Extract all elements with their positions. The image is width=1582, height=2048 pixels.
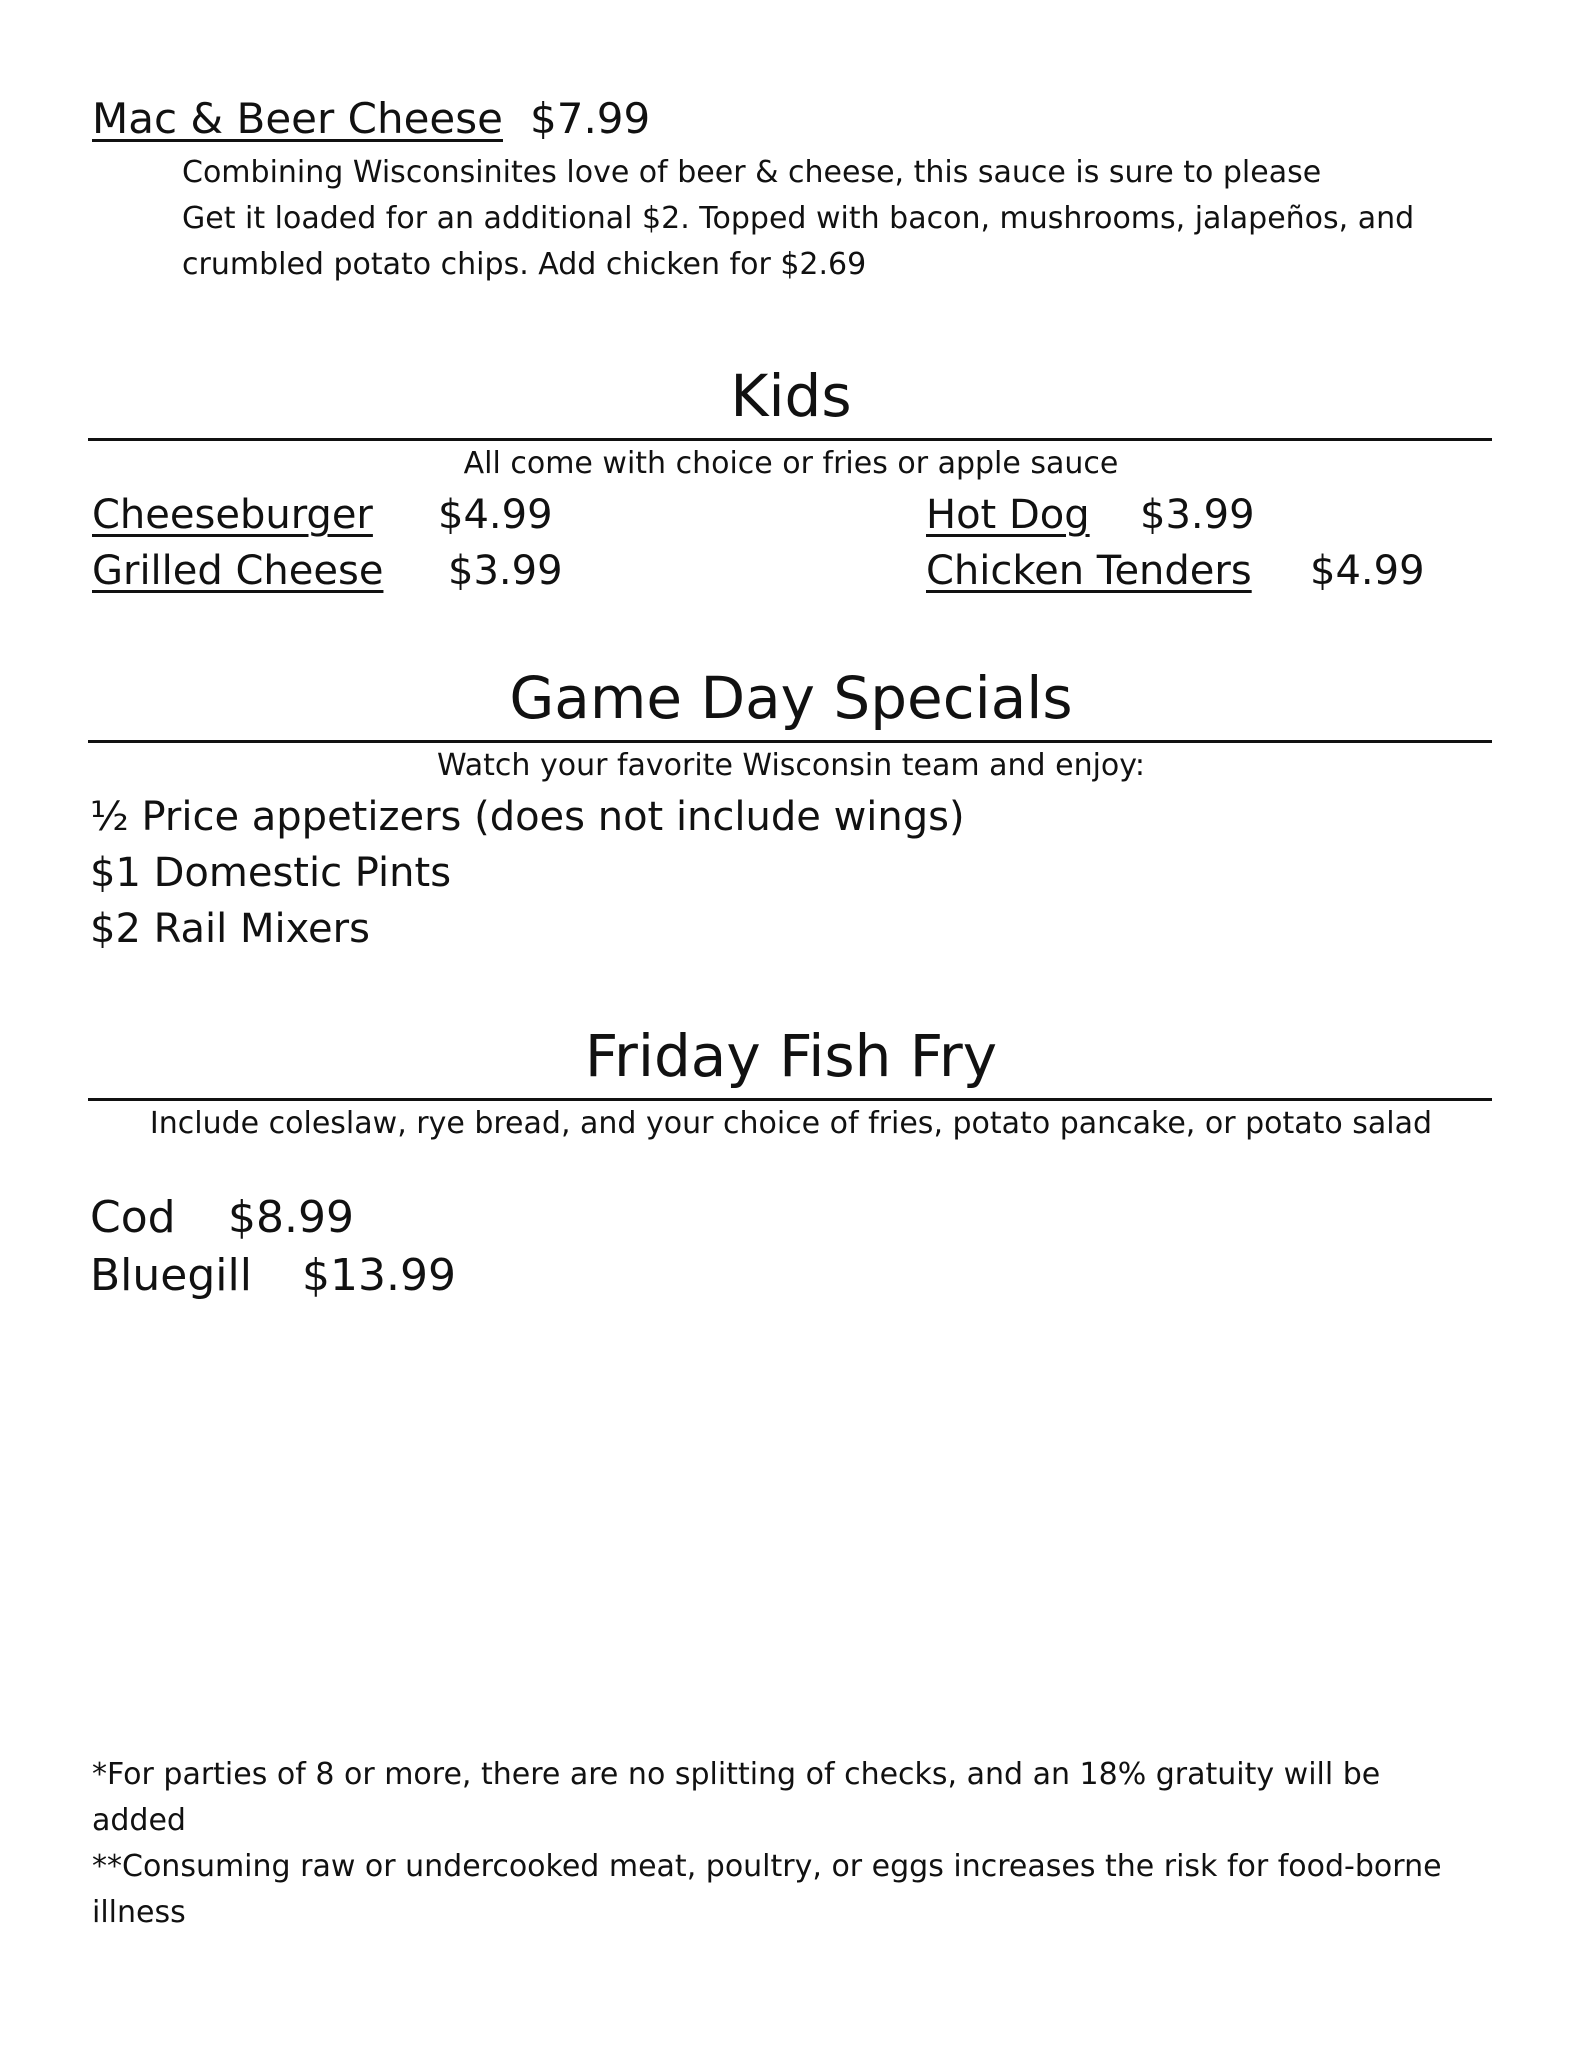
special-item: $2 Rail Mixers: [90, 906, 370, 952]
fish-item-price: $13.99: [302, 1250, 456, 1301]
kids-subtitle: All come with choice or fries or apple sauce: [463, 446, 1119, 481]
fishfry-subtitle: Include coleslaw, rye bread, and your choice of fries, potato pancake, or potato salad: [149, 1106, 1433, 1141]
kids-item-name: Chicken Tenders: [926, 548, 1252, 594]
kids-item-name: Cheeseburger: [92, 492, 373, 538]
kids-item-price: $4.99: [1310, 548, 1425, 594]
mac-item-price: $7.99: [530, 94, 651, 143]
mac-desc-line-2: Get it loaded for an additional $2. Topped with bacon, mushrooms, jalapeños, and: [182, 201, 1415, 236]
fish-item-price: $8.99: [228, 1192, 354, 1243]
gameday-section-title: Game Day Specials: [509, 664, 1073, 732]
kids-section-title: Kids: [730, 362, 852, 430]
kids-item-price: $3.99: [1140, 492, 1255, 538]
gameday-divider: [88, 740, 1492, 743]
special-item: $1 Domestic Pints: [90, 850, 452, 896]
kids-item-price: $3.99: [448, 548, 563, 594]
fish-item-name: Bluegill: [90, 1250, 252, 1301]
fish-item-name: Cod: [90, 1192, 176, 1243]
mac-desc-line-1: Combining Wisconsinites love of beer & cheese, this sauce is sure to please: [182, 155, 1322, 190]
kids-item-price: $4.99: [438, 492, 553, 538]
fishfry-section-title: Friday Fish Fry: [584, 1022, 998, 1090]
mac-item-name: Mac & Beer Cheese: [92, 94, 503, 143]
kids-divider: [88, 438, 1492, 441]
footnote-gratuity: *For parties of 8 or more, there are no splitting of checks, and an 18% gratuity will be added: [92, 1757, 1381, 1838]
footnote-raw-food-warning: **Consuming raw or undercooked meat, poultry, or eggs increases the risk for food-borne illness: [92, 1849, 1442, 1930]
kids-item-name: Hot Dog: [926, 492, 1090, 538]
special-item: ½ Price appetizers (does not include wings): [90, 794, 965, 840]
fishfry-divider: [88, 1098, 1492, 1101]
mac-desc-line-3: crumbled potato chips. Add chicken for $2.69: [182, 247, 867, 282]
kids-item-name: Grilled Cheese: [92, 548, 384, 594]
gameday-subtitle: Watch your favorite Wisconsin team and enjoy:: [437, 748, 1145, 783]
